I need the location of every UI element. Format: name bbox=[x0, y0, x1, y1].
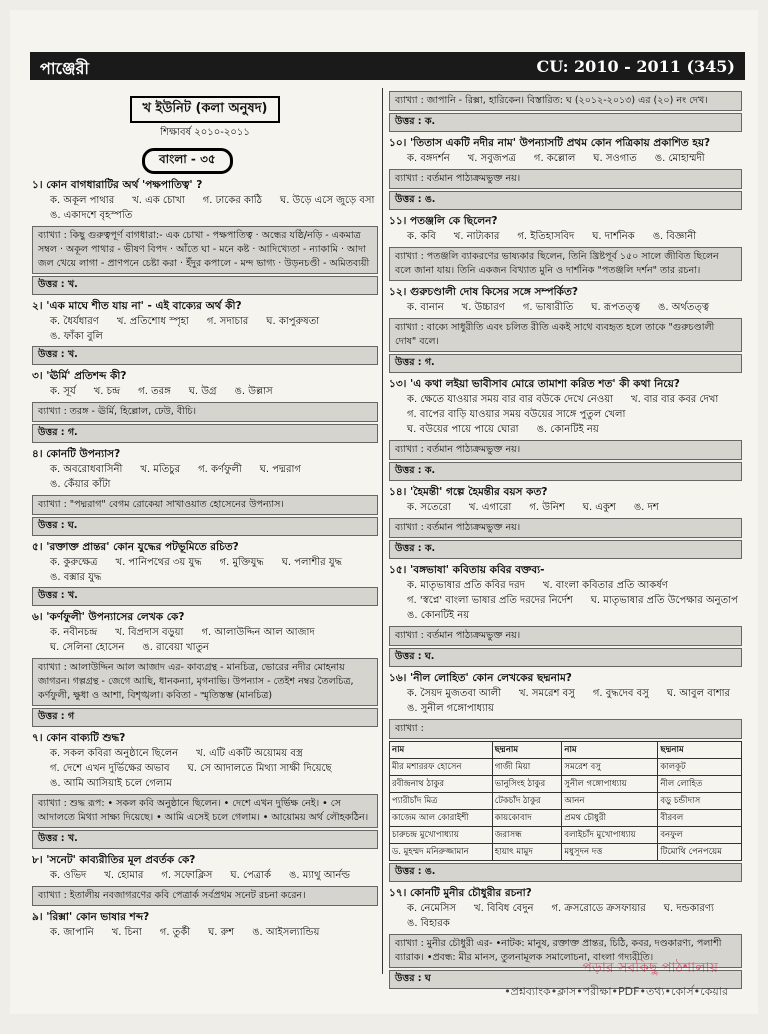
table-header: নাম bbox=[562, 742, 658, 759]
option: ঙ. আইসল্যান্ডিয় bbox=[252, 927, 320, 938]
left-column bbox=[32, 88, 378, 974]
question-text: ৩। 'ঊর্মি' প্রতিশব্দ কী? bbox=[32, 370, 127, 382]
option-list bbox=[32, 462, 378, 492]
question-block bbox=[389, 135, 742, 210]
question-text: ৪। কোনটি উপন্যাস? bbox=[32, 448, 121, 460]
option: ঘ. পেত্রার্ক bbox=[230, 870, 272, 881]
option: গ. বুদ্ধদেব বসু bbox=[592, 688, 649, 699]
option: ঘ. কাপুরুষতা bbox=[266, 316, 320, 327]
pseudonym-table bbox=[389, 741, 742, 861]
answer-box: উত্তর : খ. bbox=[32, 830, 378, 849]
answer-box: উত্তর : গ. bbox=[32, 424, 378, 443]
option: ক. জাপানি bbox=[50, 927, 94, 938]
question-block bbox=[32, 298, 378, 365]
option: ঘ. সেলিনা হোসেন bbox=[50, 642, 125, 653]
table-cell: বনফুল bbox=[658, 827, 742, 844]
explanation-box: ব্যাখ্যা : শুদ্ধ রূপ: • সকল কবি অনুষ্ঠানে ছিলেন। • দেশে এখন দুর্ভিক্ষ নেই। • সে আদালতে মিথ্যা সাক্ষ্য দিয়েছে। • আমি এসেই চলে গেলাম। • আয়োময় অর্থ লৌহকঠিন। bbox=[32, 794, 378, 828]
option: খ. চন্দ্র bbox=[93, 386, 121, 397]
answer-box: উত্তর : ক. bbox=[389, 462, 742, 481]
option: খ. মতিচুর bbox=[140, 464, 181, 475]
option: ঙ. সুনীল গঙ্গোপাধ্যায় bbox=[407, 703, 494, 714]
table-cell: রবীন্দ্রনাথ ঠাকুর bbox=[390, 776, 493, 793]
option-list bbox=[389, 300, 742, 315]
explanation-box: ব্যাখ্যা : মুনীর চৌধুরী এর- •নাটক: মানুষ, রক্তাক্ত প্রান্তর, চিঠি, কবর, দণ্ডকারণ্য, পলাশী ব্যারাক। •প্রবন্ধ: মীর মানস, তুলনামূলক সমালোচনা, বাংলা গদ্যরীতি। bbox=[389, 934, 742, 968]
table-cell: কাজেম আল কোরাইশী bbox=[390, 810, 493, 827]
question-block bbox=[389, 213, 742, 281]
option: ঘ. মাতৃভাষার প্রতি উপেক্ষার অনুতাপ bbox=[590, 595, 738, 606]
right-question-list bbox=[389, 91, 742, 989]
option: ঘ. সওগাত bbox=[593, 153, 637, 164]
option: ঙ. কোনটিই নয় bbox=[536, 424, 599, 435]
question-text: ৯। 'রিক্সা' কোন ভাষার শব্দ? bbox=[32, 911, 150, 923]
option: ঘ. একুশ bbox=[582, 502, 616, 513]
option: খ. উচ্চারণ bbox=[461, 302, 505, 313]
option: ক. ওভিদ bbox=[50, 870, 87, 881]
option: খ. চিনা bbox=[111, 927, 142, 938]
option: ঙ. কেঁয়ার কাঁটা bbox=[50, 479, 111, 490]
option-list bbox=[32, 193, 378, 223]
option: ঘ. সে আদালতে মিথ্যা সাক্ষী দিয়েছে bbox=[187, 763, 332, 774]
option: ঘ. উগ্র bbox=[188, 386, 217, 397]
answer-box: উত্তর : খ. bbox=[32, 587, 378, 606]
table-cell: হায়াৎ মামুদ bbox=[492, 844, 562, 861]
page-header bbox=[30, 52, 745, 80]
option: ক. কবি bbox=[407, 231, 436, 242]
option: ঙ. অর্থতত্ত্ব bbox=[658, 302, 709, 313]
explanation-box: ব্যাখ্যা : জাপানি - রিক্সা, হারিকেন। বিস্তারিত: ঘ (২০১২-২০১৩) এর (২০) নং দেখ। bbox=[389, 91, 742, 111]
table-row bbox=[390, 810, 742, 827]
question-block bbox=[32, 177, 378, 295]
question-block bbox=[32, 852, 378, 906]
option-list bbox=[389, 686, 742, 716]
explanation-box: ব্যাখ্যা : পতঞ্জলি ব্যাকরণের ভাষ্যকার ছিলেন, তিনি খ্রিষ্টপূর্ব ১৫০ সালে জীবিত ছিলেন বলে জানা যায়। তিনি একজন বিখ্যাত মুনি ও দার্শনিক "পতঞ্জলি দর্শন" তার রচনা। bbox=[389, 247, 742, 281]
option-list bbox=[32, 625, 378, 655]
option-list bbox=[389, 901, 742, 931]
footer-tags: •প্রশ্নব্যাংক•ক্লাস•পরীক্ষা•PDF•তথ্য•কোর্স•কেয়ার bbox=[504, 985, 728, 998]
explanation-box: ব্যাখ্যা : bbox=[389, 719, 742, 739]
option: ঘ. পদ্মরাগ bbox=[259, 464, 301, 475]
option: গ. ক্রসরোডে ক্রসফায়ার bbox=[551, 903, 646, 914]
option-list bbox=[32, 384, 378, 399]
explanation-box: ব্যাখ্যা : বর্তমান পাঠ্যক্রমভুক্ত নয়। bbox=[389, 626, 742, 646]
table-cell: মীর মশাররফ হোসেন bbox=[390, 759, 493, 776]
option: গ. কর্ণফুলী bbox=[198, 464, 242, 475]
option: খ. পানিপথের ৩য় যুদ্ধ bbox=[115, 557, 202, 568]
option-list bbox=[32, 925, 378, 940]
table-cell: গাজী মিয়া bbox=[492, 759, 562, 776]
table-cell: প্রমথ চৌধুরী bbox=[562, 810, 658, 827]
question-block bbox=[389, 562, 742, 667]
explanation-box: ব্যাখ্যা : আলাউদ্দিন আল আজাদ এর- কাব্যগ্রন্থ - মানচিত্র, ভোরের নদীর মোহনায় জাগরন। গল্পগ্রন্থ - জেগে আছি, ধানকন্যা, মৃগনাভি। উপন্যাস - তেইশ নম্বর তৈলচিত্র, কর্ণফুলী, ক্ষুধা ও আশা, বিশৃঙ্খলা। কবিতা - স্মৃতিস্তম্ভ (মানচিত্র) bbox=[32, 658, 378, 706]
explanation-box: ব্যাখ্যা : বর্তমান পাঠ্যক্রমভুক্ত নয়। bbox=[389, 169, 742, 189]
option: খ. বার বার কবর দেখা bbox=[631, 394, 719, 405]
option: গ. ভাষারীতি bbox=[522, 302, 574, 313]
option: ঙ. বিহারক bbox=[407, 918, 450, 929]
table-row bbox=[390, 759, 742, 776]
option: ক. বানান bbox=[407, 302, 444, 313]
option: খ. বিপ্রদাস বড়ুয়া bbox=[115, 627, 184, 638]
table-cell: টেকচাঁদ ঠাকুর bbox=[492, 793, 562, 810]
explanation-box: ব্যাখ্যা : তরঙ্গ - ঊর্মি, হিল্লোল, ঢেউ, বীচি। bbox=[32, 402, 378, 422]
table-cell: জরাসন্ধ bbox=[492, 827, 562, 844]
option: গ. সদাচার bbox=[206, 316, 249, 327]
unit-title: খ ইউনিট (কলা অনুষদ) bbox=[130, 96, 279, 123]
table-header: ছদ্মনাম bbox=[492, 742, 562, 759]
option: ক. সূর্য bbox=[50, 386, 76, 397]
option: ক. সকল কবিরা অনুষ্ঠানে ছিলেন bbox=[50, 748, 179, 759]
answer-box: উত্তর : ঘ. bbox=[32, 517, 378, 536]
option: গ. ইতিহাসবিদ bbox=[517, 231, 575, 242]
option: ঙ. উল্লাস bbox=[234, 386, 273, 397]
question-block bbox=[32, 909, 378, 940]
answer-box: উত্তর : খ. bbox=[32, 346, 378, 365]
question-block bbox=[389, 670, 742, 882]
option: গ. মুক্তিযুদ্ধ bbox=[219, 557, 264, 568]
question-block bbox=[32, 368, 378, 443]
answer-box: উত্তর : ঘ. bbox=[389, 648, 742, 667]
option: গ. 'স্বপ্নে' বাংলা ভাষার প্রতি দরদের নির্দেশ bbox=[407, 595, 573, 606]
question-block bbox=[32, 446, 378, 536]
option-list bbox=[32, 555, 378, 585]
option-list bbox=[32, 314, 378, 344]
option: ঘ. দন্ডকারণ্য bbox=[663, 903, 714, 914]
option: ক. সৈয়দ মুজতবা আলী bbox=[407, 688, 501, 699]
option: ঘ. রূপতত্ত্ব bbox=[591, 302, 640, 313]
option: ক. বঙ্গদর্শন bbox=[407, 153, 450, 164]
answer-box: উত্তর : ঙ. bbox=[389, 191, 742, 210]
option: ঘ. উড়ে এসে জুড়ে বসা bbox=[280, 195, 375, 206]
option-list bbox=[389, 151, 742, 166]
option: খ. সমরেশ বসু bbox=[518, 688, 575, 699]
table-header: নাম bbox=[390, 742, 493, 759]
option: ক. সতেরো bbox=[407, 502, 451, 513]
question-text: ১৩। 'এ কথা লইয়া ভাবীসাব মোরে তামাশা করিত শত' কী কথা নিয়ে? bbox=[389, 378, 680, 390]
option: গ. দেশে এখন দুর্ভিক্ষের অভাব bbox=[50, 763, 170, 774]
answer-box: উত্তর : ক. bbox=[389, 540, 742, 559]
option: ক. অবরোধবাসিনী bbox=[50, 464, 123, 475]
option: ক. ধৈর্যধারণ bbox=[50, 316, 99, 327]
question-text: ১৬। 'নীল লোহিত' কোন লেখকের ছদ্মনাম? bbox=[389, 672, 572, 684]
option: খ. বাংলা কবিতার প্রতি আকর্ষণ bbox=[542, 580, 668, 591]
table-cell: প্যারীচাঁদ মিত্র bbox=[390, 793, 493, 810]
option: ঘ. দার্শনিক bbox=[592, 231, 635, 242]
option: ঙ. আমি আসিয়াই চলে গেলাম bbox=[50, 778, 172, 789]
question-text: ১৫। 'বঙ্গভাষা' কবিতায় কবির বক্তব্য- bbox=[389, 564, 545, 576]
question-text: ৭। কোন বাক্যটি শুদ্ধ? bbox=[32, 732, 126, 744]
explanation-box: ব্যাখ্যা : বর্তমান পাঠ্যক্রমভুক্ত নয়। bbox=[389, 518, 742, 538]
option: খ. এক চোখা bbox=[132, 195, 185, 206]
option-list bbox=[389, 500, 742, 515]
option: ক. কুরুক্ষেত্র bbox=[50, 557, 98, 568]
option: ঙ. বিজ্ঞানী bbox=[652, 231, 697, 242]
question-text: ১৪। 'হৈমন্তী' গল্পে হৈমন্তীর বয়স কত? bbox=[389, 486, 548, 498]
option: খ. এগারো bbox=[468, 502, 512, 513]
table-cell: মধুসূদন দত্ত bbox=[562, 844, 658, 861]
question-text: ১। কোন বাগধারাটির অর্থ 'পক্ষপাতিত্ব' ? bbox=[32, 179, 203, 191]
explanation-box: ব্যাখ্যা : ইতালীয় নবজাগরণের কবি পেত্রার্ক সর্বপ্রথম সনেট রচনা করেন। bbox=[32, 886, 378, 906]
question-block bbox=[32, 730, 378, 849]
option-list bbox=[389, 578, 742, 623]
option: গ. বাপের বাড়ি যাওয়ার সময় বউয়ের সাঙ্গে পুতুল খেলা bbox=[407, 409, 626, 420]
option: খ. সবুজপত্র bbox=[467, 153, 516, 164]
table-cell: সুনীল গঙ্গোপাধ্যায় bbox=[562, 776, 658, 793]
table-cell: বড়ু চন্ডীদাস bbox=[658, 793, 742, 810]
table-cell: সমরেশ বসু bbox=[562, 759, 658, 776]
answer-box: উত্তর : গ bbox=[32, 708, 378, 727]
table-row bbox=[390, 776, 742, 793]
option: ঙ. একাদশে বৃহস্পতি bbox=[50, 210, 133, 221]
option: ঘ. আবুল বাশার bbox=[666, 688, 731, 699]
option: ঙ. ফাঁকা বুলি bbox=[50, 331, 103, 342]
option-list bbox=[389, 229, 742, 244]
option: ঘ. পলাশীর যুদ্ধ bbox=[281, 557, 342, 568]
option: গ. তুর্কী bbox=[159, 927, 191, 938]
option: খ. হোমার bbox=[104, 870, 144, 881]
option: ঙ. রাবেয়া খাতুন bbox=[142, 642, 209, 653]
table-cell: টিমোথি পেনপয়েম bbox=[658, 844, 742, 861]
option: ঙ. মোহাম্মদী bbox=[654, 153, 705, 164]
option: ঙ. দশ bbox=[633, 502, 659, 513]
option: গ. আলাউদ্দিন আল আজাদ bbox=[201, 627, 315, 638]
option: গ. কল্লোল bbox=[533, 153, 576, 164]
question-text: ১১। পতঞ্জলি কে ছিলেন? bbox=[389, 215, 498, 227]
question-text: ৫। 'রক্তাক্ত প্রান্তর' কোন যুদ্ধের পটভূমিতে রচিত? bbox=[32, 541, 239, 553]
option: গ. উনিশ bbox=[529, 502, 565, 513]
option: ঘ. রুশ bbox=[208, 927, 235, 938]
question-text: ১০। 'তিতাস একটি নদীর নাম' উপন্যাসটি প্রথম কোন পত্রিকায় প্রকাশিত হয়? bbox=[389, 137, 711, 149]
table-cell: কায়কোবাদ bbox=[492, 810, 562, 827]
brand-logo: পাঞ্জেরী bbox=[40, 59, 89, 78]
explanation-box: ব্যাখ্যা : "পদ্মরাগ" বেগম রোকেয়া সাখাওয়াত হোসেনের উপন্যাস। bbox=[32, 495, 378, 515]
table-row bbox=[390, 793, 742, 810]
table-row bbox=[390, 827, 742, 844]
footer-promo: পড়ার সবকিছু পাঠশালায় bbox=[582, 960, 718, 976]
table-cell: আনন bbox=[562, 793, 658, 810]
option: খ. এটি একটি অয়োময় বস্ত্র bbox=[196, 748, 303, 759]
question-block bbox=[32, 609, 378, 727]
answer-box: উত্তর : ঙ. bbox=[389, 863, 742, 882]
question-text: ২। 'এক মাঘে শীত যায় না' - এই বাক্যের অর্থ কী? bbox=[32, 300, 242, 312]
question-block bbox=[389, 376, 742, 481]
table-row bbox=[390, 844, 742, 861]
explanation-box: ব্যাখ্যা : বর্তমান পাঠ্যক্রমভুক্ত নয়। bbox=[389, 440, 742, 460]
right-column bbox=[382, 88, 742, 984]
question-text: ৬। 'কর্ণফুলী' উপন্যাসের লেখক কে? bbox=[32, 611, 185, 623]
option: ক. মাতৃভাষার প্রতি কবির দরদ bbox=[407, 580, 525, 591]
option: খ. বিবিধ বেদুন bbox=[474, 903, 534, 914]
explanation-box: ব্যাখ্যা : বাক্যে সাধুরীতি এবং চলিত রীতি একই সাথে ব্যবহৃত হলে তাকে "গুরুচণ্ডালী দোষ" বলে। bbox=[389, 318, 742, 352]
option: গ. সফোক্লিস bbox=[161, 870, 213, 881]
option: গ. তরঙ্গ bbox=[138, 386, 171, 397]
page bbox=[10, 10, 758, 1014]
table-cell: বলাইচাঁদ মুখোপাধ্যায় bbox=[562, 827, 658, 844]
answer-box: উত্তর : ক. bbox=[389, 113, 742, 132]
option: ঙ. বক্সার যুদ্ধ bbox=[50, 572, 102, 583]
question-block bbox=[389, 284, 742, 373]
option: ক. ক্ষেতে যাওয়ার সময় বার বার বউকে দেখে নেওয়া bbox=[407, 394, 614, 405]
question-block bbox=[389, 91, 742, 132]
table-cell: চারুচন্দ্র মুখোপাধ্যায় bbox=[390, 827, 493, 844]
option: খ. প্রতিশোধ স্পৃহা bbox=[116, 316, 189, 327]
answer-box: উত্তর : গ. bbox=[389, 354, 742, 373]
exam-code: CU: 2010 - 2011 (345) bbox=[536, 57, 735, 76]
table-cell: কালকূট bbox=[658, 759, 742, 776]
left-question-list bbox=[32, 177, 378, 940]
option: ঘ. বউয়ের পায়ে পায়ে ঘোরা bbox=[407, 424, 519, 435]
table-cell: ড. মুহম্মদ মনিরুজ্জামান bbox=[390, 844, 493, 861]
option: ক. অকূল পাথার bbox=[50, 195, 115, 206]
table-cell: নীল লোহিত bbox=[658, 776, 742, 793]
unit-session: শিক্ষাবর্ষ ২০১০-২০১১ bbox=[160, 127, 250, 138]
question-text: ১৭। কোনটি মুনীর চৌধুরীর রচনা? bbox=[389, 887, 532, 899]
table-header: ছদ্মনাম bbox=[658, 742, 742, 759]
option: ঙ. কোনটিই নয় bbox=[407, 610, 470, 621]
option: ক. নবীনচন্দ্র bbox=[50, 627, 98, 638]
question-text: ১২। গুরুচণ্ডালী দোষ কিসের সঙ্গে সম্পর্কিত? bbox=[389, 286, 578, 298]
explanation-box: ব্যাখ্যা : কিছু গুরুত্বপূর্ণ বাগধারা:- এক চোখা - পক্ষপাতিত্ব · অন্ধের যষ্ঠি/নড়ি - একমাত্র সম্বল · অকূল পাথার - ভীষণ বিপদ · আঁতে ঘা - মনে কষ্ট · আদিখ্যেতা - ন্যাকামি · আদা জল খেয়ে লাগা - প্রাণপনে চেষ্টা করা · ইঁদুর কপালে - মন্দ ভাগ্য · উড়নচণ্ডী - অমিতব্যয়ী bbox=[32, 226, 378, 274]
option: ঙ. ম্যাথু আর্নল্ড bbox=[289, 870, 350, 881]
option-list bbox=[32, 868, 378, 883]
option: খ. নাট্যকার bbox=[453, 231, 500, 242]
option: ক. নেমেসিস bbox=[407, 903, 457, 914]
option-list bbox=[389, 392, 742, 437]
option-list bbox=[32, 746, 378, 791]
answer-box: উত্তর : ঘ bbox=[389, 970, 742, 989]
subject-badge: বাংলা - ৩৫ bbox=[142, 148, 233, 174]
option: গ. ঢাকের কাঠি bbox=[202, 195, 263, 206]
table-cell: ভানুসিংহ ঠাকুর bbox=[492, 776, 562, 793]
question-block bbox=[389, 484, 742, 559]
question-block bbox=[32, 539, 378, 606]
unit-heading bbox=[32, 96, 378, 142]
answer-box: উত্তর : খ. bbox=[32, 276, 378, 295]
question-text: ৮। 'সনেট' কাব্যরীতির মূল প্রবর্তক কে? bbox=[32, 854, 196, 866]
table-cell: বীরবল bbox=[658, 810, 742, 827]
